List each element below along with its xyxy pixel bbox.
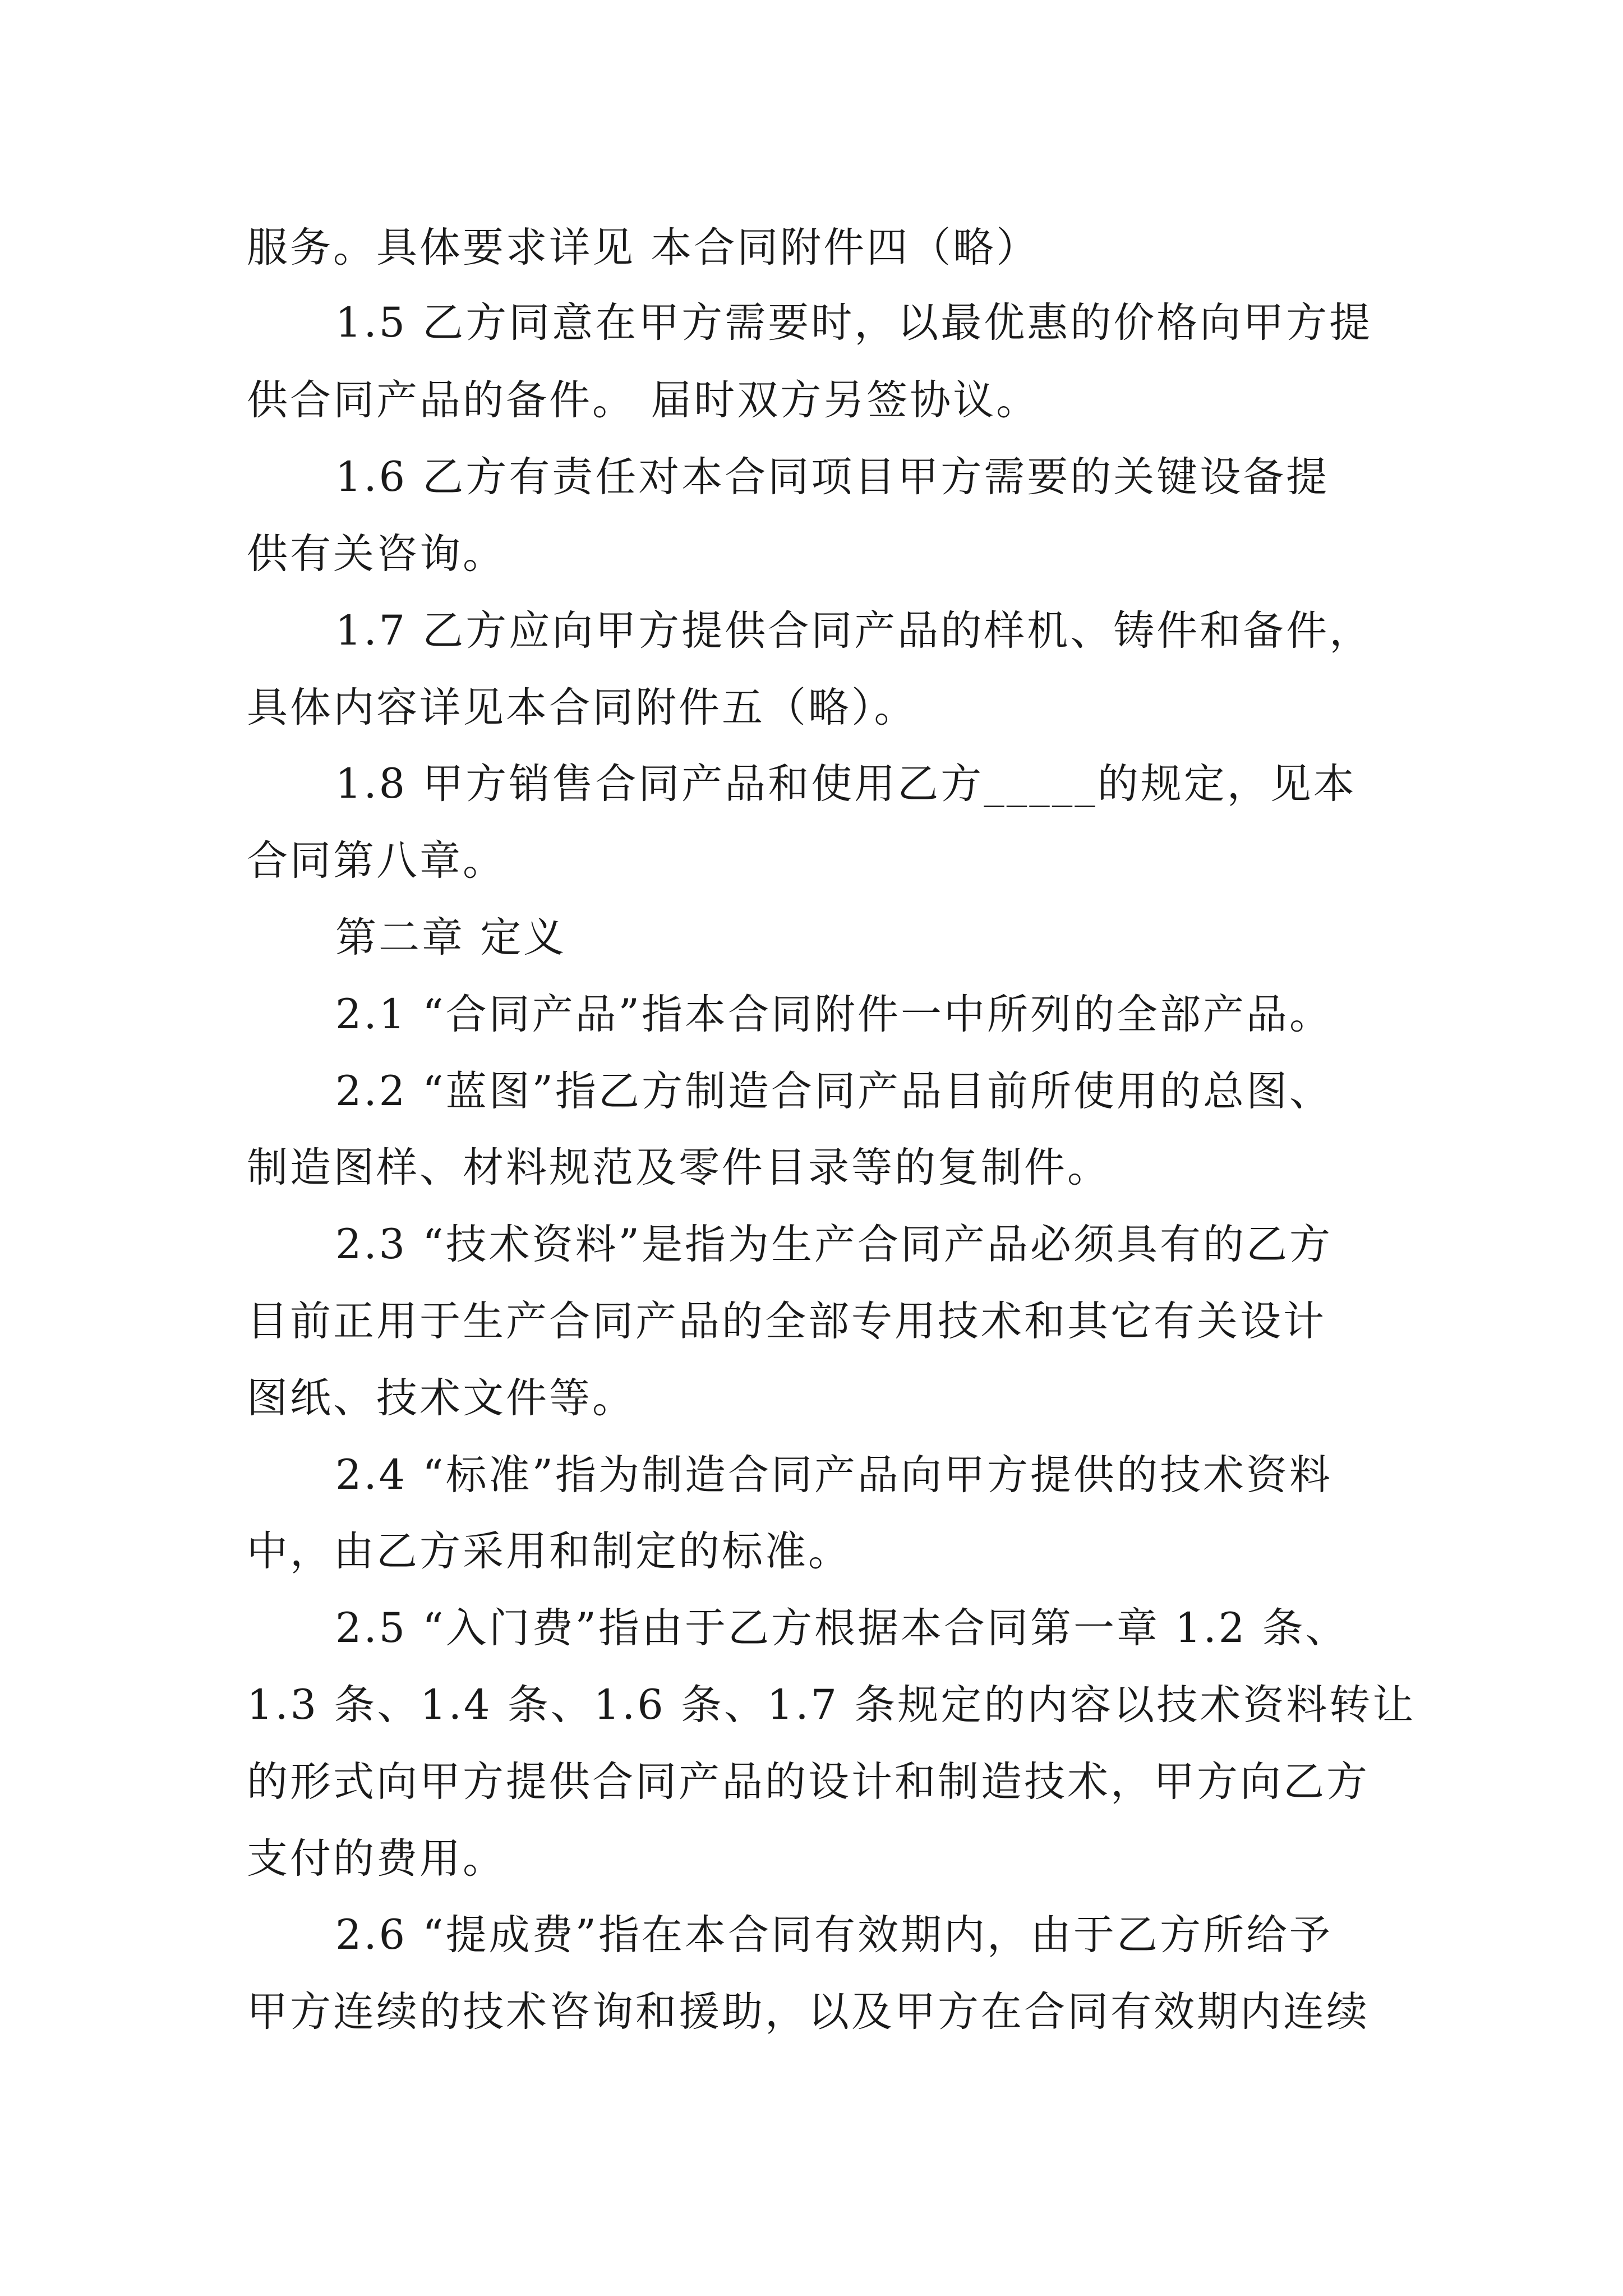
clause-1-7: 1.7 乙方应向甲方提供合同产品的样机、铸件和备件， xyxy=(335,607,1373,655)
text-line: 服务。具体要求详见 本合同附件四（略） xyxy=(247,224,1040,272)
text-line: 甲方连续的技术咨询和援助，以及甲方在合同有效期内连续 xyxy=(247,1988,1370,2036)
chapter-heading: 第二章 定义 xyxy=(335,914,567,961)
clause-2-6: 2.6 “提成费”指在本合同有效期内，由于乙方所给予 xyxy=(335,1911,1332,1959)
clause-1-5: 1.5 乙方同意在甲方需要时，以最优惠的价格向甲方提 xyxy=(335,299,1373,347)
clause-2-5: 2.5 “入门费”指由于乙方根据本合同第一章 1.2 条、 xyxy=(335,1604,1349,1652)
text-line: 中，由乙方采用和制定的标准。 xyxy=(247,1527,851,1575)
text-line: 支付的费用。 xyxy=(247,1835,506,1883)
clause-1-6: 1.6 乙方有责任对本合同项目甲方需要的关键设备提 xyxy=(335,453,1330,501)
clause-2-1: 2.1 “合同产品”指本合同附件一中所列的全部产品。 xyxy=(335,991,1332,1038)
text-line: 的形式向甲方提供合同产品的设计和制造技术，甲方向乙方 xyxy=(247,1758,1370,1806)
text-line: 供有关咨询。 xyxy=(247,530,506,578)
clause-1-8: 1.8 甲方销售合同产品和使用乙方_____的规定，见本 xyxy=(335,760,1357,808)
clause-2-4: 2.4 “标准”指为制造合同产品向甲方提供的技术资料 xyxy=(335,1451,1332,1499)
text-line: 具体内容详见本合同附件五（略）。 xyxy=(247,684,917,731)
clause-2-3: 2.3 “技术资料”是指为生产合同产品必须具有的乙方 xyxy=(335,1221,1332,1268)
text-line: 合同第八章。 xyxy=(247,837,506,885)
text-line: 目前正用于生产合同产品的全部专用技术和其它有关设计 xyxy=(247,1297,1326,1345)
text-line: 供合同产品的备件。 届时双方另签协议。 xyxy=(247,376,1040,424)
text-line: 制造图样、材料规范及零件目录等的复制件。 xyxy=(247,1144,1110,1191)
text-line: 1.3 条、1.4 条、1.6 条、1.7 条规定的内容以技术资料转让 xyxy=(247,1681,1416,1729)
clause-2-2: 2.2 “蓝图”指乙方制造合同产品目前所使用的总图、 xyxy=(335,1068,1332,1115)
text-line: 图纸、技术文件等。 xyxy=(247,1374,635,1422)
